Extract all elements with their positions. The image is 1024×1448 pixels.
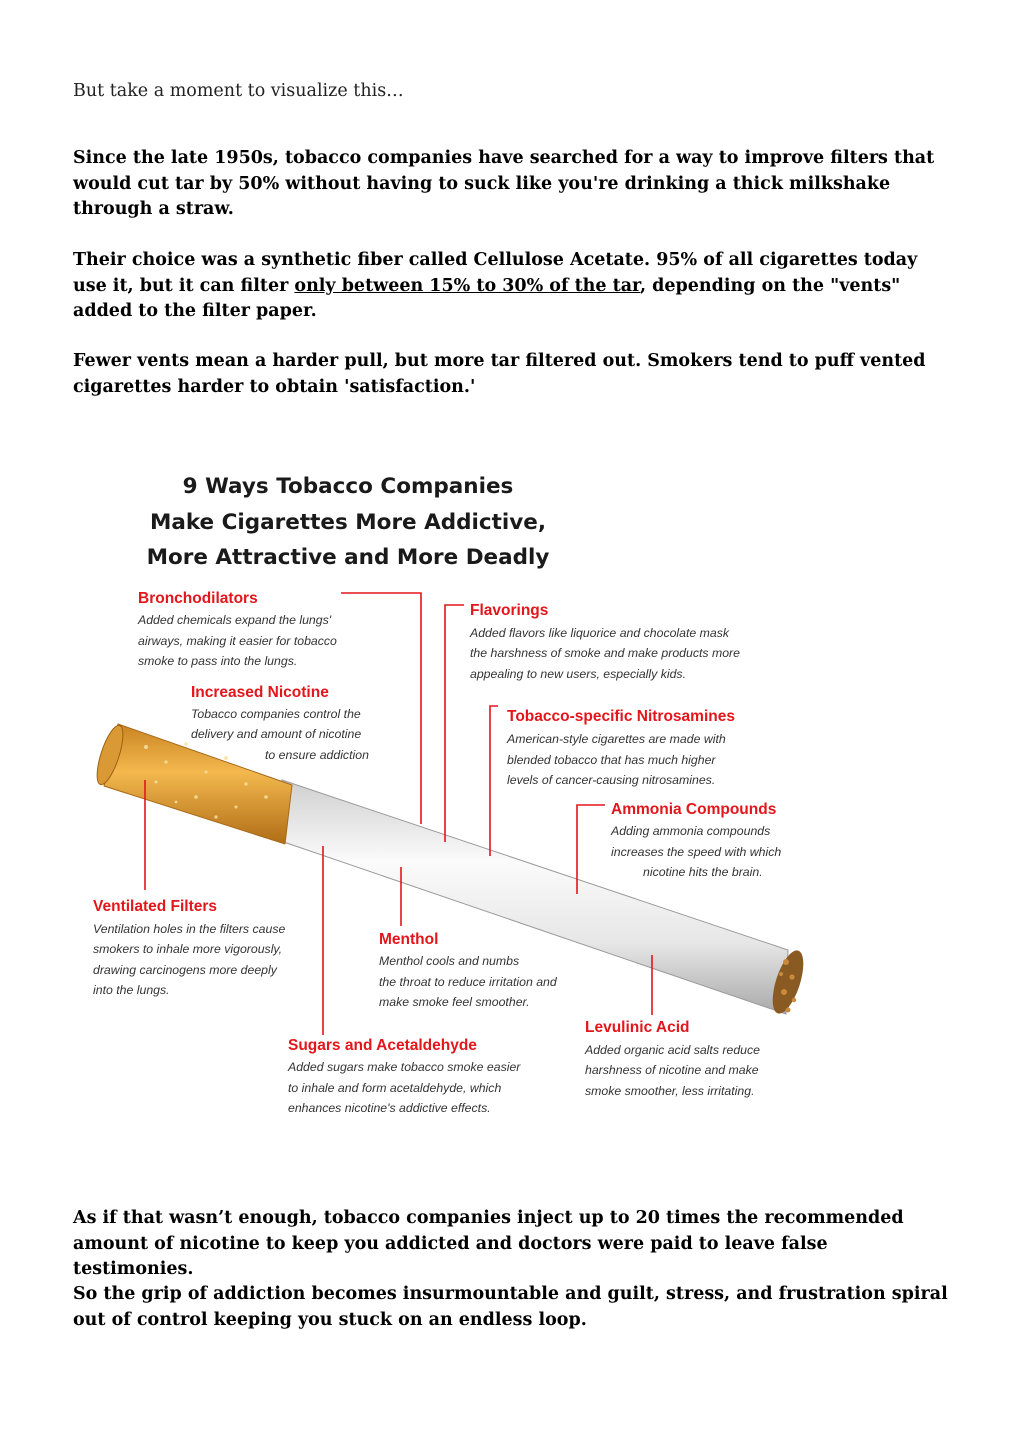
tar-filter-link[interactable]: only between 15% to 30% of the tar <box>294 275 640 296</box>
callout-label: Sugars and Acetaldehyde <box>288 1037 477 1054</box>
intro-text: But take a moment to visualize this… <box>73 81 404 101</box>
callout-ventilated-filters <box>93 898 285 997</box>
callout-line: drawing carcinogens more deeply <box>93 963 277 977</box>
cigarette-infographic <box>86 462 826 1132</box>
callout-line: blended tobacco that has much higher <box>507 753 716 767</box>
paragraph-addiction-loop: So the grip of addiction becomes insurmountable and guilt, stress, and frustration spiral out of control keeping you stuck on an endless loop. <box>73 1284 948 1330</box>
callout-label: Increased Nicotine <box>191 684 329 701</box>
callout-increased-nicotine <box>191 684 369 762</box>
callout-line: Adding ammonia compounds <box>611 824 771 838</box>
callout-line: increases the speed with which <box>611 845 782 859</box>
callout-line: delivery and amount of nicotine <box>191 727 362 741</box>
callout-menthol <box>379 931 558 1009</box>
callout-line: into the lungs. <box>93 983 170 997</box>
callout-line: enhances nicotine's addictive effects. <box>288 1101 491 1115</box>
callout-line: Added organic acid salts reduce <box>585 1043 760 1057</box>
figure-title <box>147 474 550 570</box>
callout-sugars <box>287 1037 521 1115</box>
callout-line: make smoke feel smoother. <box>379 995 530 1009</box>
paragraph-filters-history: Since the late 1950s, tobacco companies have searched for a way to improve filters that would cut tar by 50% without having to suck like you're drinking a thick milkshake through a straw. <box>73 148 935 219</box>
callout-line: the throat to reduce irritation and <box>379 975 557 989</box>
callout-line: Added chemicals expand the lungs' <box>138 613 332 627</box>
callout-line: nicotine hits the brain. <box>643 865 763 879</box>
callout-label: Flavorings <box>470 602 549 619</box>
callout-label: Menthol <box>379 931 439 948</box>
cigarette-filter <box>104 724 292 844</box>
callout-label: Ammonia Compounds <box>611 801 777 818</box>
callout-line: the harshness of smoke and make products more <box>470 646 740 660</box>
callout-flavorings <box>469 602 740 681</box>
callout-line: levels of cancer-causing nitrosamines. <box>507 773 716 787</box>
callout-label: Ventilated Filters <box>93 898 218 915</box>
callout-levulinic-acid <box>584 1019 760 1098</box>
paragraph-text-after: , depending on the "vents" added to the filter paper. <box>73 275 901 321</box>
callout-line: smoke smoother, less irritating. <box>585 1084 755 1098</box>
callout-line: smoke to pass into the lungs. <box>138 654 298 668</box>
line-flavorings <box>445 605 464 842</box>
callout-line: smokers to inhale more vigorously, <box>93 942 283 956</box>
callout-label: Levulinic Acid <box>585 1019 690 1036</box>
paragraph-cellulose-acetate <box>73 248 953 325</box>
figure-title-line-1: 9 Ways Tobacco Companies <box>182 474 514 499</box>
callout-label: Bronchodilators <box>138 590 258 607</box>
paragraph-vents: Fewer vents mean a harder pull, but more tar filtered out. Smokers tend to puff vented cigarettes harder to obtain 'satisfaction.' <box>73 351 926 397</box>
callout-line: appealing to new users, especially kids. <box>470 667 687 681</box>
paragraph-text-before: Their choice was a synthetic fiber called Cellulose Acetate. 95% of all cigarettes today use it, but it can filter <box>73 250 918 296</box>
callout-bronchodilators <box>137 590 337 668</box>
callout-line: airways, making it easier for tobacco <box>138 634 337 648</box>
callout-line: to inhale and form acetaldehyde, which <box>288 1081 502 1095</box>
callout-line: Added flavors like liquorice and chocolate mask <box>470 626 730 640</box>
callout-nitrosamines <box>506 708 735 787</box>
callout-line: harshness of nicotine and make <box>585 1063 759 1077</box>
callout-line: Ventilation holes in the filters cause <box>93 922 286 936</box>
paragraph-nicotine-injection: As if that wasn’t enough, tobacco companies inject up to 20 times the recommended amount of nicotine to keep you addicted and doctors were paid to leave false testimonies. <box>73 1208 904 1279</box>
line-nitrosamines <box>490 706 498 856</box>
callout-line: to ensure addiction <box>265 748 369 762</box>
callout-ammonia <box>610 801 781 879</box>
callout-line: Tobacco companies control the <box>191 707 361 721</box>
callout-label: Tobacco-specific Nitrosamines <box>507 708 735 725</box>
callout-line: American-style cigarettes are made with <box>507 732 726 746</box>
figure-title-line-2: Make Cigarettes More Addictive, <box>149 510 547 535</box>
callout-line: Menthol cools and numbs <box>379 954 520 968</box>
figure-title-line-3: More Attractive and More Deadly <box>146 545 550 570</box>
callout-line: Added sugars make tobacco smoke easier <box>288 1060 521 1074</box>
